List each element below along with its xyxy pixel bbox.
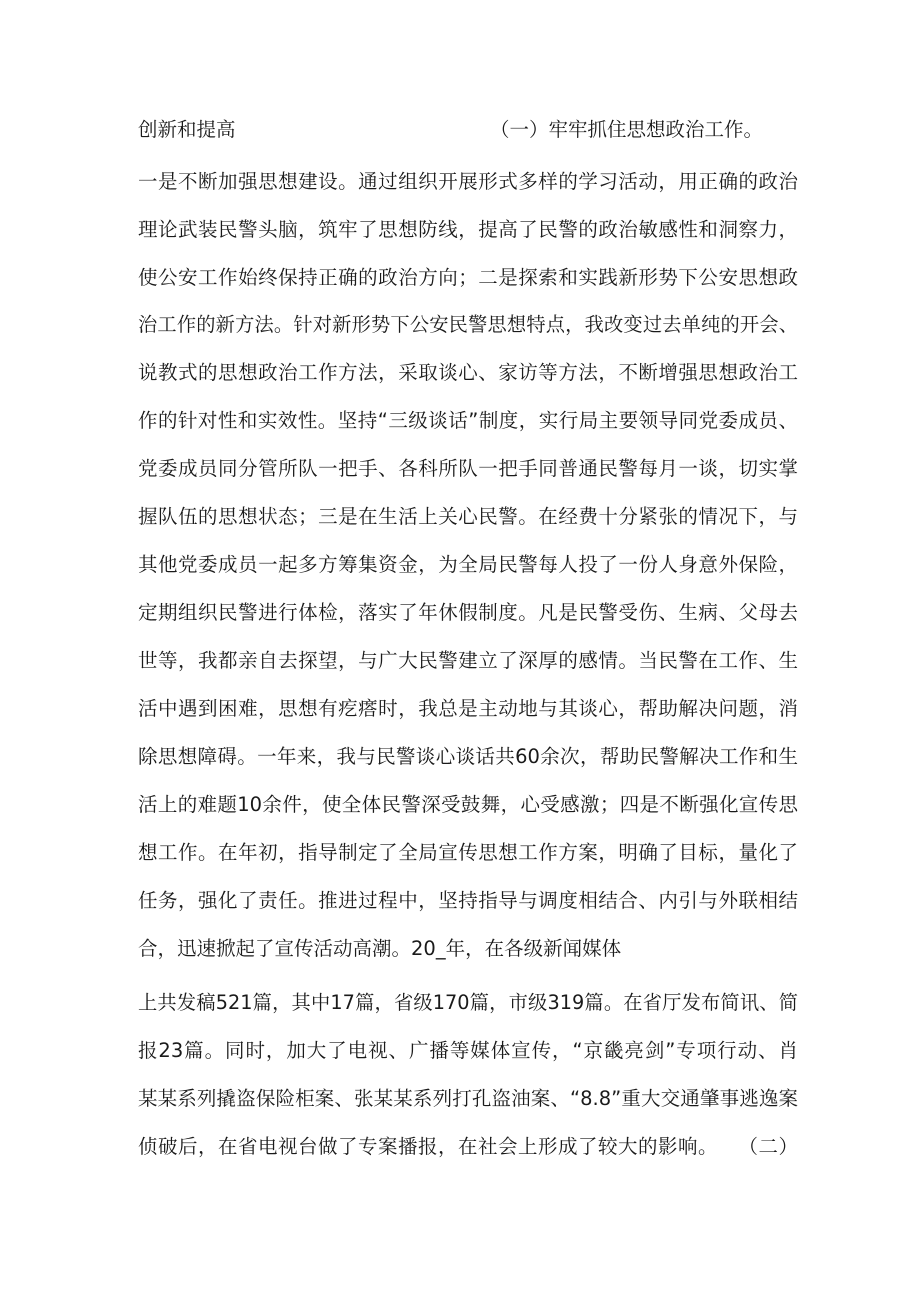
paragraph-line: 理论武装民警头脑，筑牢了思想防线，提高了民警的政治敏感性和洞察力， xyxy=(138,218,798,241)
paragraph-line: 侦破后，在省电视台做了专案播报，在社会上形成了较大的影响。 （二） xyxy=(138,1135,798,1158)
paragraph-line: 定期组织民警进行体检，落实了年休假制度。凡是民警受伤、生病、父母去 xyxy=(138,601,798,624)
paragraph-line: 想工作。在年初，指导制定了全局宣传思想工作方案，明确了目标，量化了 xyxy=(138,841,798,864)
paragraph-line: 党委成员同分管所队一把手、各科所队一把手同普通民警每月一谈，切实掌 xyxy=(138,457,798,480)
paragraph-line: 合，迅速掀起了宣传活动高潮。20_年，在各级新闻媒体 xyxy=(138,937,622,960)
heading-line xyxy=(138,115,798,145)
paragraph-line: 其他党委成员一起多方筹集资金，为全局民警每人投了一份人身意外保险， xyxy=(138,553,798,576)
paragraph-line: 活中遇到困难，思想有疙瘩时，我总是主动地与其谈心，帮助解决问题，消 xyxy=(138,697,798,720)
paragraph-line: 报23篇。同时，加大了电视、广播等媒体宣传，“京畿亮剑”专项行动、肖 xyxy=(138,1039,798,1062)
paragraph-line: 握队伍的思想状态；三是在生活上关心民警。在经费十分紧张的情况下，与 xyxy=(138,505,798,528)
section-heading-text: （一）牢牢抓住思想政治工作。 xyxy=(490,118,764,141)
paragraph-line: 上共发稿521篇，其中17篇，省级170篇，市级319篇。在省厅发布简讯、简 xyxy=(138,991,798,1014)
paragraph-line: 说教式的思想政治工作方法，采取谈心、家访等方法，不断增强思想政治工 xyxy=(138,361,798,384)
paragraph-line: 活上的难题10余件，使全体民警深受鼓舞，心受感激；四是不断强化宣传思 xyxy=(138,793,798,816)
paragraph-line: 任务，强化了责任。推进过程中，坚持指导与调度相结合、内引与外联相结 xyxy=(138,889,798,912)
heading-left-text: 创新和提高 xyxy=(138,118,236,141)
paragraph-line: 使公安工作始终保持正确的政治方向；二是探索和实践新形势下公安思想政 xyxy=(138,266,798,289)
paragraph-line: 世等，我都亲自去探望，与广大民警建立了深厚的感情。当民警在工作、生 xyxy=(138,649,798,672)
paragraph-line: 一是不断加强思想建设。通过组织开展形式多样的学习活动，用正确的政治 xyxy=(138,170,798,193)
paragraph-line: 治工作的新方法。针对新形势下公安民警思想特点，我改变过去单纯的开会、 xyxy=(138,313,798,336)
paragraph-line: 作的针对性和实效性。坚持“三级谈话”制度，实行局主要领导同党委成员、 xyxy=(138,409,798,432)
paragraph-line: 除思想障碍。一年来，我与民警谈心谈话共60余次，帮助民警解决工作和生 xyxy=(138,745,798,768)
paragraph-line: 某某系列撬盗保险柜案、张某某系列打孔盗油案、“8.8”重大交通肇事逃逸案 xyxy=(138,1087,798,1110)
